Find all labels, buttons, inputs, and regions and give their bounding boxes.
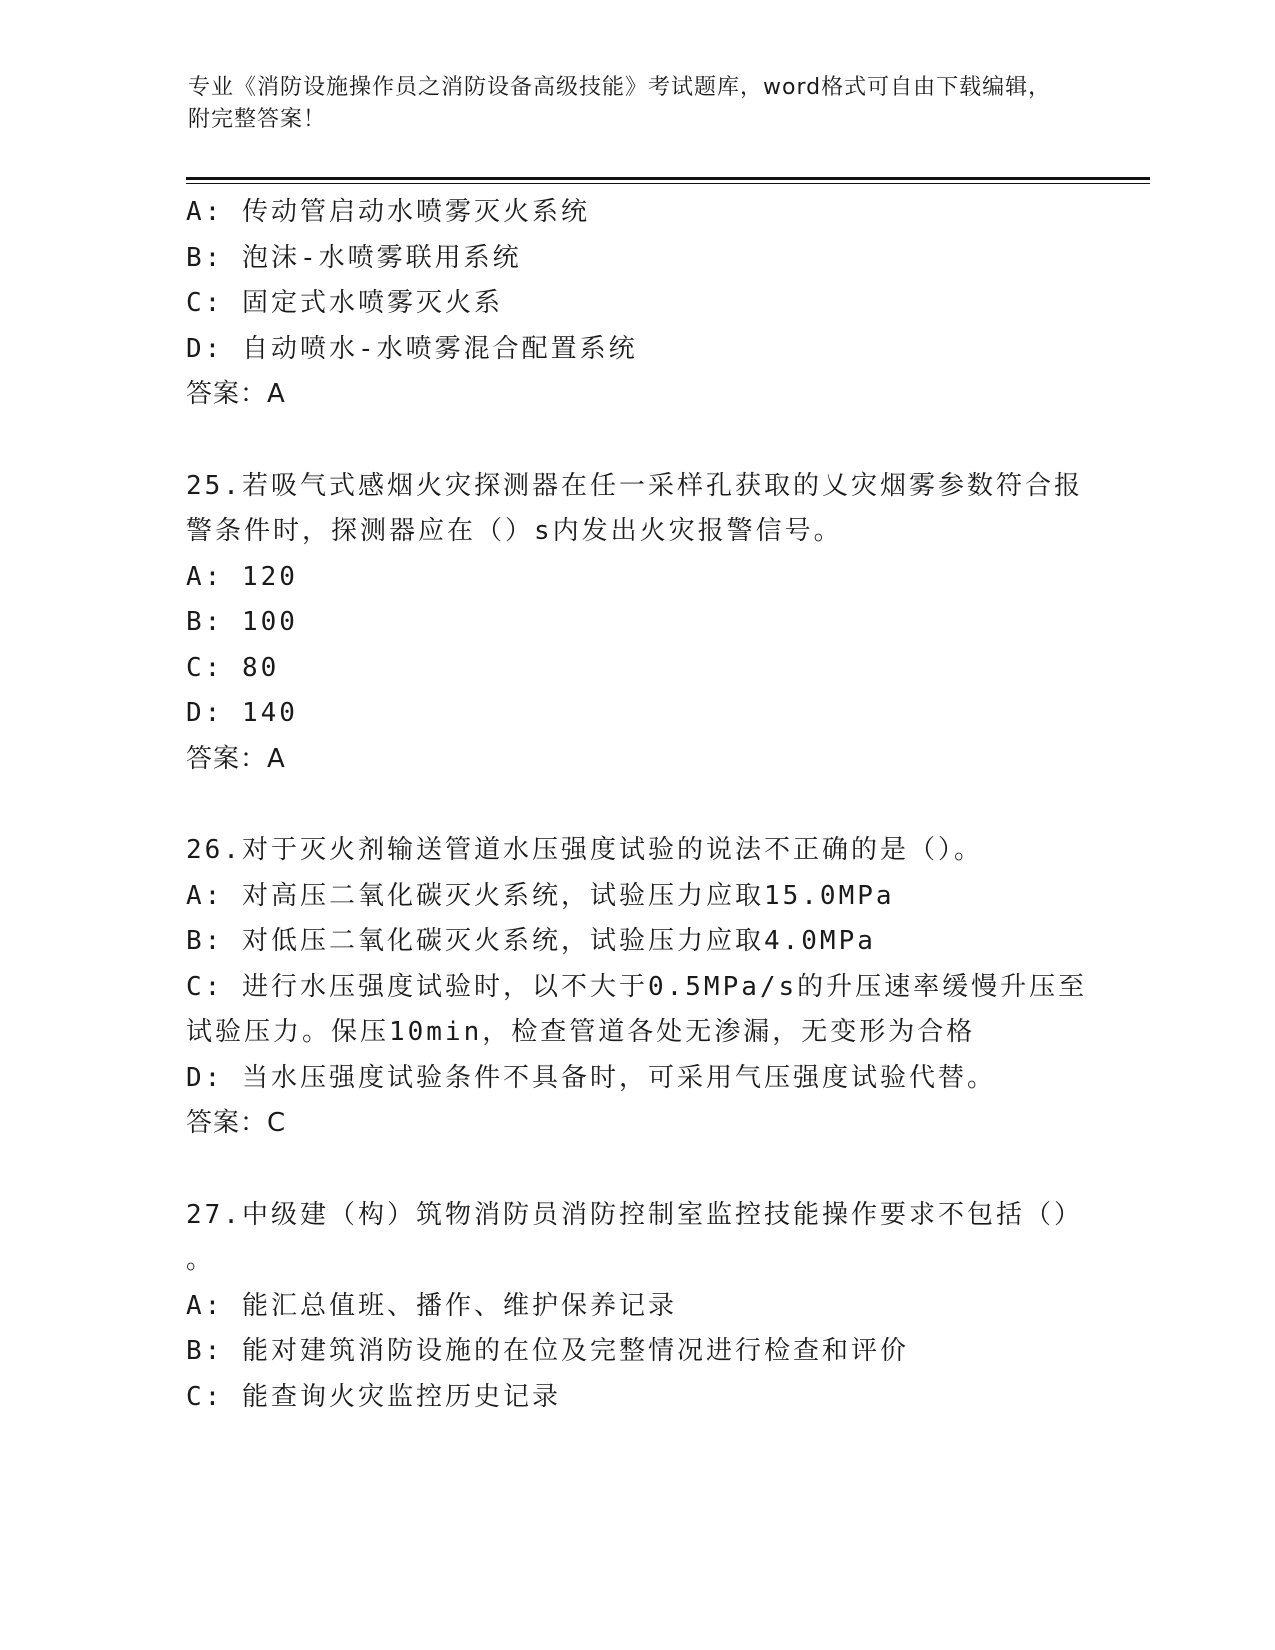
question-24-block [186, 190, 1086, 418]
option-b: B: 能对建筑消防设施的在位及完整情况进行检查和评价 [186, 1336, 909, 1366]
option-a: A: 120 [186, 561, 298, 592]
option-c: C: 能查询火灾监控历史记录 [186, 1381, 561, 1412]
option-d: D: 自动喷水-水喷雾混合配置系统 [186, 333, 638, 364]
spacer [186, 1147, 1086, 1193]
question-27-block [186, 1193, 1086, 1421]
option-c: C: 80 [186, 652, 280, 683]
option-d: D: 140 [186, 698, 298, 728]
answer-line: 答案：C [186, 1108, 287, 1138]
question-stem: 27.中级建（构）筑物消防员消防控制室监控技能操作要求不包括（） [186, 1199, 1083, 1230]
option-a: A: 能汇总值班、播作、维护保养记录 [186, 1290, 677, 1321]
question-stem: 25.若吸气式感烟火灾探测器在任一采样孔获取的乂灾烟雾参数符合报 [186, 470, 1083, 501]
option-b: B: 对低压二氧化碳灭火系统，试验压力应取4.0MPa [186, 926, 876, 956]
answer-line: 答案：A [186, 379, 286, 409]
question-stem-continued: 警条件时，探测器应在（）s内发出火灾报警信号。 [186, 516, 843, 546]
question-stem: 26.对于灭火剂输送管道水压强度试验的说法不正确的是（）。 [186, 835, 983, 865]
answer-line: 答案：A [186, 743, 286, 774]
spacer [186, 418, 1086, 464]
option-b: B: 100 [186, 607, 298, 637]
option-a: A: 对高压二氧化碳灭火系统，试验压力应取15.0MPa [186, 880, 895, 911]
question-content [186, 190, 1086, 1420]
question-stem-continued: 。 [186, 1245, 216, 1275]
header-divider-thick [186, 177, 1150, 180]
option-d: D: 当水压强度试验条件不具备时，可采用气压强度试验代替。 [186, 1062, 996, 1093]
option-b: B: 泡沫-水喷雾联用系统 [186, 242, 522, 273]
question-26-block [186, 828, 1086, 1147]
spacer [186, 782, 1086, 828]
question-25-block [186, 464, 1086, 783]
header-divider-thin [186, 183, 1150, 184]
option-a: A: 传动管启动水喷雾灭火系统 [186, 197, 590, 227]
option-c: C: 固定式水喷雾灭火系 [186, 288, 503, 318]
option-c-continued: 试验压力。保压10min，检查管道各处无渗漏，无变形为合格 [186, 1017, 976, 1047]
document-header: 专业《消防设施操作员之消防设备高级技能》考试题库，word格式可自由下载编辑，附完整答案！ [188, 75, 1052, 132]
option-c: C: 进行水压强度试验时，以不大于0.5MPa/s的升压速率缓慢升压至 [186, 971, 1088, 1002]
